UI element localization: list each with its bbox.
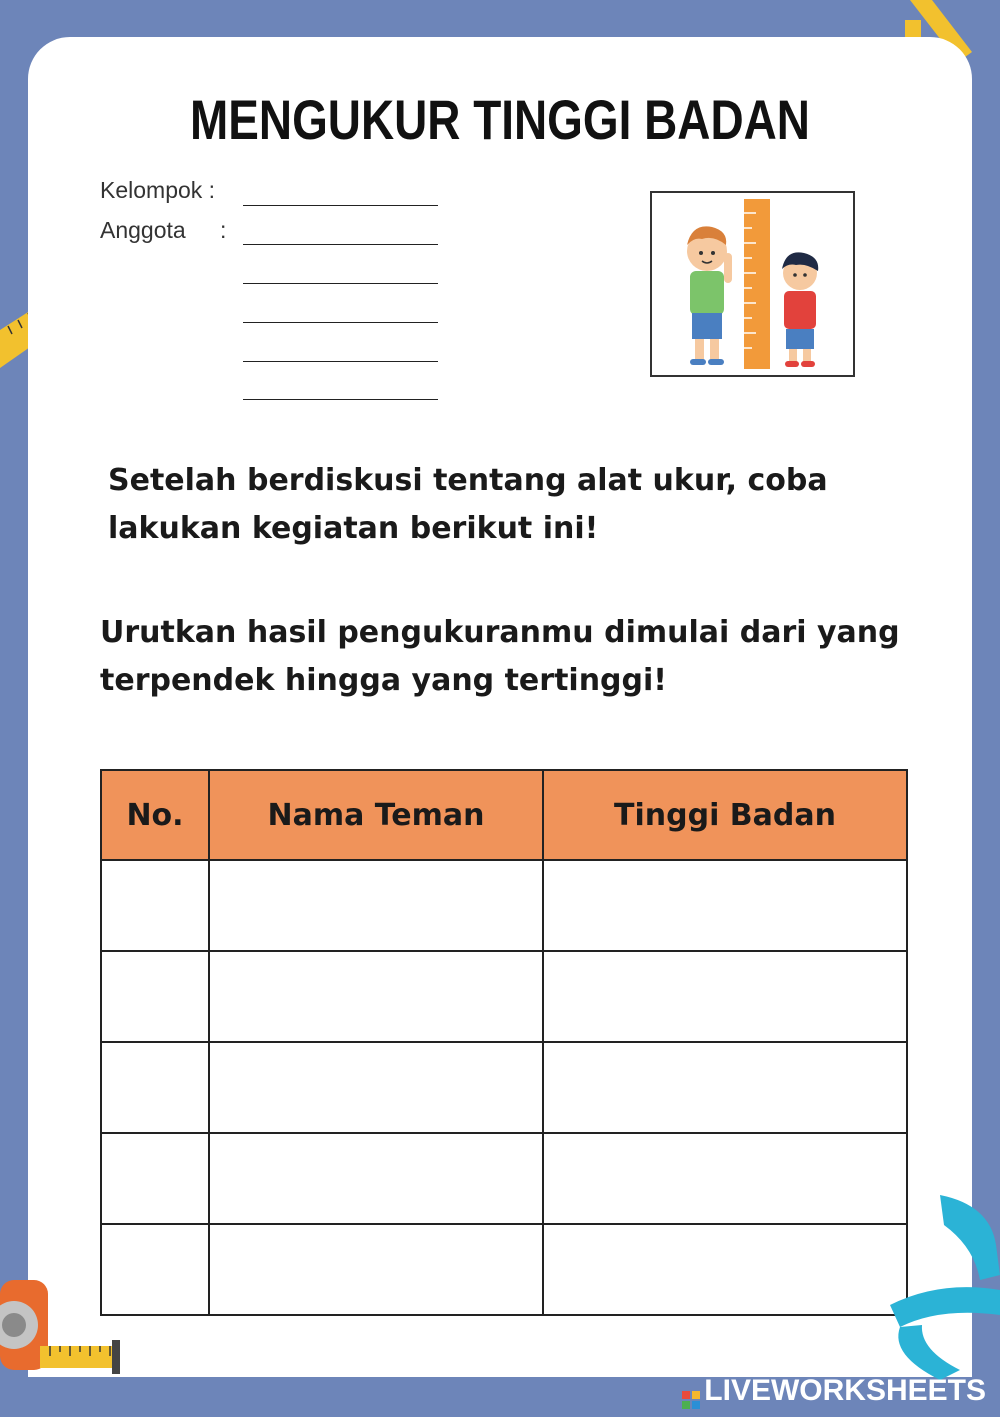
members-label: Anggota [100,217,186,243]
number-cell[interactable] [101,951,209,1042]
instruction-1-line-1: Setelah berdiskusi tentang alat ukur, coba [108,463,828,498]
height-cell[interactable] [543,1224,907,1315]
table-row [101,1133,907,1224]
member-blank-line-1[interactable] [243,244,438,245]
height-cell[interactable] [543,860,907,951]
number-cell[interactable] [101,1133,209,1224]
table-row [101,1042,907,1133]
brand-watermark [682,1374,986,1408]
header-height: Tinggi Badan [543,770,907,860]
brand-name: LIVEWORKSHEETS [704,1374,986,1407]
name-cell[interactable] [209,1042,543,1133]
height-cell[interactable] [543,951,907,1042]
number-cell[interactable] [101,1042,209,1133]
header-number: No. [101,770,209,860]
worksheet-page [28,37,972,1377]
table-header-row [101,770,907,860]
member-blank-line-5[interactable] [243,399,438,400]
group-blank-line[interactable] [243,205,438,206]
member-blank-line-4[interactable] [243,361,438,362]
number-cell[interactable] [101,860,209,951]
name-cell[interactable] [209,951,543,1042]
height-cell[interactable] [543,1042,907,1133]
height-cell[interactable] [543,1133,907,1224]
results-table [100,769,908,1316]
name-cell[interactable] [209,860,543,951]
instruction-2-line-1: Urutkan hasil pengukuranmu dimulai dari yang [100,615,900,650]
instruction-1-line-2: lakukan kegiatan berikut ini! [108,511,599,546]
children-measuring-illustration [650,191,855,377]
member-blank-line-3[interactable] [243,322,438,323]
table-row [101,1224,907,1315]
group-label: Kelompok : [100,177,216,203]
table-row [101,860,907,951]
instruction-2 [100,609,900,705]
members-colon: : [220,217,227,243]
header-friend-name: Nama Teman [209,770,543,860]
instruction-2-line-2: terpendek hingga yang tertinggi! [100,663,667,698]
page-title: MENGUKUR TINGGI BADAN [190,88,810,151]
member-blank-line-2[interactable] [243,283,438,284]
name-cell[interactable] [209,1133,543,1224]
brand-logo-icon [682,1383,700,1401]
name-cell[interactable] [209,1224,543,1315]
blue-tape-icon [880,1185,1000,1385]
instruction-1 [108,457,828,553]
tape-measure-icon [0,1270,125,1390]
table-row [101,951,907,1042]
